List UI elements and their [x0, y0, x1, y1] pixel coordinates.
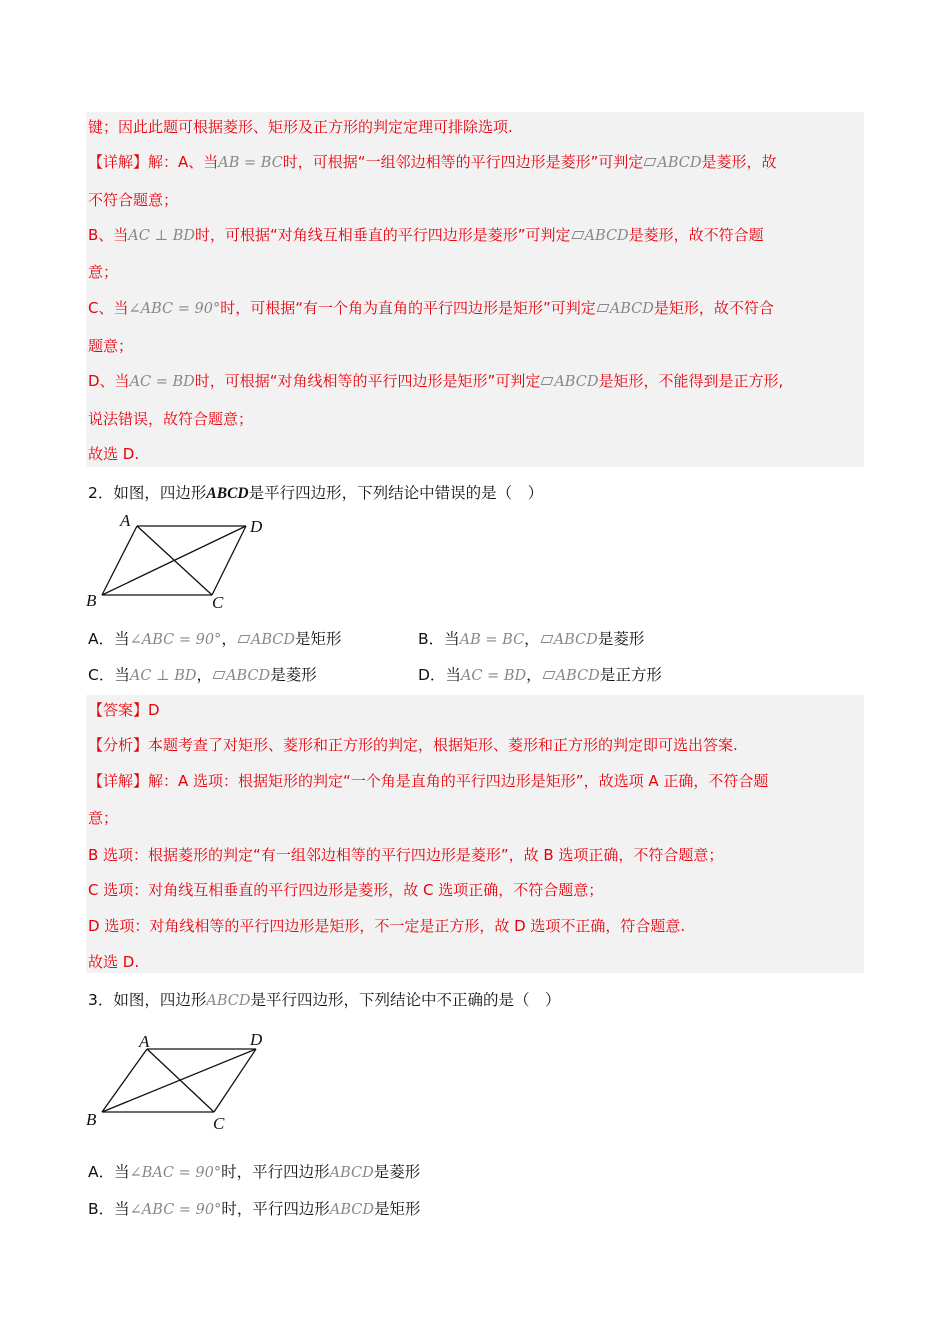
vertex-label-a: A — [120, 511, 131, 530]
text: 时，可根据“对角线相等的平行四边形是矩形”可判定 — [194, 372, 541, 390]
quad-name: ABCD — [206, 485, 249, 502]
text: 是菱形，故 — [701, 153, 777, 171]
text: 是平行四边形，下列结论中不正确的是（ ） — [250, 991, 561, 1009]
text: C、当 — [88, 299, 129, 317]
parallelogram-icon — [540, 635, 553, 643]
text: 是菱形 — [373, 1163, 421, 1181]
vertex-label-c: C — [213, 1114, 225, 1133]
text: ， — [524, 630, 540, 648]
text: 是菱形 — [597, 630, 645, 648]
math-expr: ABCD — [609, 301, 654, 317]
option-2c[interactable] — [88, 663, 317, 685]
solution2-b: B 选项：根据菱形的判定“有一组邻边相等的平行四边形是菱形”，故 B 选项正确，不符合题意； — [88, 846, 724, 864]
vertex-label-c: C — [212, 593, 224, 612]
parallelogram-icon — [596, 304, 609, 312]
solution-block-2 — [86, 695, 864, 973]
parallelogram-figure-2 — [80, 508, 280, 613]
text: 是菱形 — [270, 666, 317, 684]
math-expr: AB = BC — [459, 632, 525, 648]
edge-dc — [214, 1049, 256, 1112]
solution2-answer: 【答案】D — [88, 701, 160, 719]
text: 是正方形 — [599, 666, 662, 684]
text: 当 — [114, 630, 130, 648]
solution1-line-key: 键；因此此题可根据菱形、矩形及正方形的判定定理可排除选项. — [88, 118, 513, 136]
text: 是矩形，不能得到是正方形, — [598, 372, 784, 390]
text: 如图，四边形 — [113, 991, 207, 1009]
option-letter: B． — [418, 630, 445, 648]
option-letter: B． — [88, 1200, 115, 1218]
math-expr: ∠BAC = 90° — [129, 1165, 222, 1181]
text: 是矩形 — [374, 1200, 421, 1218]
question-3-stem — [88, 988, 561, 1010]
edge-ba — [102, 526, 137, 595]
solution1-detail-a-cont: 不符合题意； — [88, 191, 179, 209]
solution1-c — [88, 298, 774, 319]
text: 是平行四边形，下列结论中错误的是（ ） — [248, 484, 544, 502]
math-expr: ABCD — [226, 668, 271, 684]
math-expr: AC ⊥ BD — [129, 668, 197, 684]
math-expr: ABCD — [553, 632, 598, 648]
vertex-label-b: B — [86, 1110, 97, 1129]
math-expr: AC = BD — [460, 668, 527, 684]
math-expr: ∠ABC = 90° — [129, 632, 222, 648]
parallelogram-icon — [644, 158, 657, 166]
text: ， — [526, 666, 542, 684]
solution2-d: D 选项：对角线相等的平行四边形是矩形，不一定是正方形，故 D 选项不正确，符合题意. — [88, 917, 686, 935]
solution1-b — [88, 225, 764, 246]
diagonal-bd — [102, 526, 246, 595]
parallelogram-icon — [571, 231, 584, 239]
parallelogram-icon — [542, 671, 555, 679]
text: D、当 — [88, 372, 130, 390]
option-2d[interactable] — [418, 663, 662, 685]
option-2a[interactable] — [88, 627, 342, 649]
text: ， — [221, 630, 237, 648]
parallelogram-icon — [237, 635, 250, 643]
option-3b[interactable] — [88, 1197, 421, 1219]
question-2-stem — [88, 481, 543, 503]
option-3a[interactable] — [88, 1160, 420, 1182]
text: 当 — [444, 630, 460, 648]
math-expr: ABCD — [555, 668, 600, 684]
solution2-c: C 选项：对角线互相垂直的平行四边形是菱形，故 C 选项正确，不符合题意； — [88, 881, 604, 899]
text: 当 — [114, 1200, 130, 1218]
math-expr: ∠ABC = 90° — [129, 1202, 222, 1218]
quad-name: ABCD — [206, 993, 251, 1009]
text: 时，可根据“有一个角为直角的平行四边形是矩形”可判定 — [220, 299, 596, 317]
math-expr: ABCD — [329, 1165, 374, 1181]
math-expr: ABCD — [250, 632, 295, 648]
text: 时，可根据“对角线互相垂直的平行四边形是菱形”可判定 — [195, 226, 571, 244]
option-letter: D． — [418, 666, 446, 684]
text: 当 — [114, 1163, 130, 1181]
detail-tag: 【详解】 — [88, 153, 149, 171]
text: 如图，四边形 — [113, 484, 207, 502]
text: 是菱形，故不符合题 — [628, 226, 764, 244]
solution1-detail-a — [88, 152, 776, 173]
parallelogram-icon — [213, 671, 226, 679]
solution1-c-cont: 题意； — [88, 337, 134, 355]
text: B、当 — [88, 226, 129, 244]
parallelogram-figure-3 — [80, 1025, 280, 1135]
text: 当 — [445, 666, 461, 684]
option-letter: A． — [88, 1163, 115, 1181]
solution2-final: 故选 D. — [88, 953, 140, 971]
math-expr: AC = BD — [129, 374, 195, 390]
question-number: 3． — [88, 991, 114, 1009]
math-expr: AB = BC — [218, 155, 283, 171]
text: 时，平行四边形 — [221, 1200, 330, 1218]
math-expr: ABCD — [584, 228, 629, 244]
solution-block-1 — [86, 112, 864, 467]
option-2b[interactable] — [418, 627, 644, 649]
solution1-final: 故选 D. — [88, 445, 140, 463]
text: 是矩形，故不符合 — [653, 299, 774, 317]
vertex-label-a: A — [139, 1032, 150, 1051]
option-letter: A． — [88, 630, 115, 648]
math-expr: ∠ABC = 90° — [128, 301, 221, 317]
question-number: 2． — [88, 484, 114, 502]
solution1-b-cont: 意； — [88, 263, 119, 281]
text: 时，可根据“一组邻边相等的平行四边形是菱形”可判定 — [282, 153, 644, 171]
vertex-label-d: D — [250, 517, 263, 536]
text: ， — [196, 666, 213, 684]
solution2-detail-a-cont: 意； — [88, 809, 119, 827]
option-letter: C． — [88, 666, 115, 684]
math-expr: ABCD — [329, 1202, 375, 1218]
solution2-detail-a: 【详解】解：A 选项：根据矩形的判定“一个角是直角的平行四边形是矩形”，故选项 A 正确，不符合题 — [88, 772, 769, 790]
text: 解：A、当 — [148, 153, 219, 171]
text: 当 — [114, 666, 130, 684]
solution2-analysis: 【分析】本题考查了对矩形、菱形和正方形的判定，根据矩形、菱形和正方形的判定即可选出答案. — [88, 736, 738, 754]
vertex-label-b: B — [86, 591, 97, 610]
solution1-d — [88, 371, 783, 392]
text: 时，平行四边形 — [221, 1163, 330, 1181]
edge-dc — [212, 526, 246, 595]
vertex-label-d: D — [250, 1030, 263, 1049]
parallelogram-icon — [541, 377, 554, 385]
math-expr: AC ⊥ BD — [128, 228, 195, 244]
math-expr: ABCD — [657, 155, 702, 171]
text: 是矩形 — [294, 630, 342, 648]
math-expr: ABCD — [554, 374, 599, 390]
solution1-d-cont: 说法错误，故符合题意； — [88, 410, 254, 428]
